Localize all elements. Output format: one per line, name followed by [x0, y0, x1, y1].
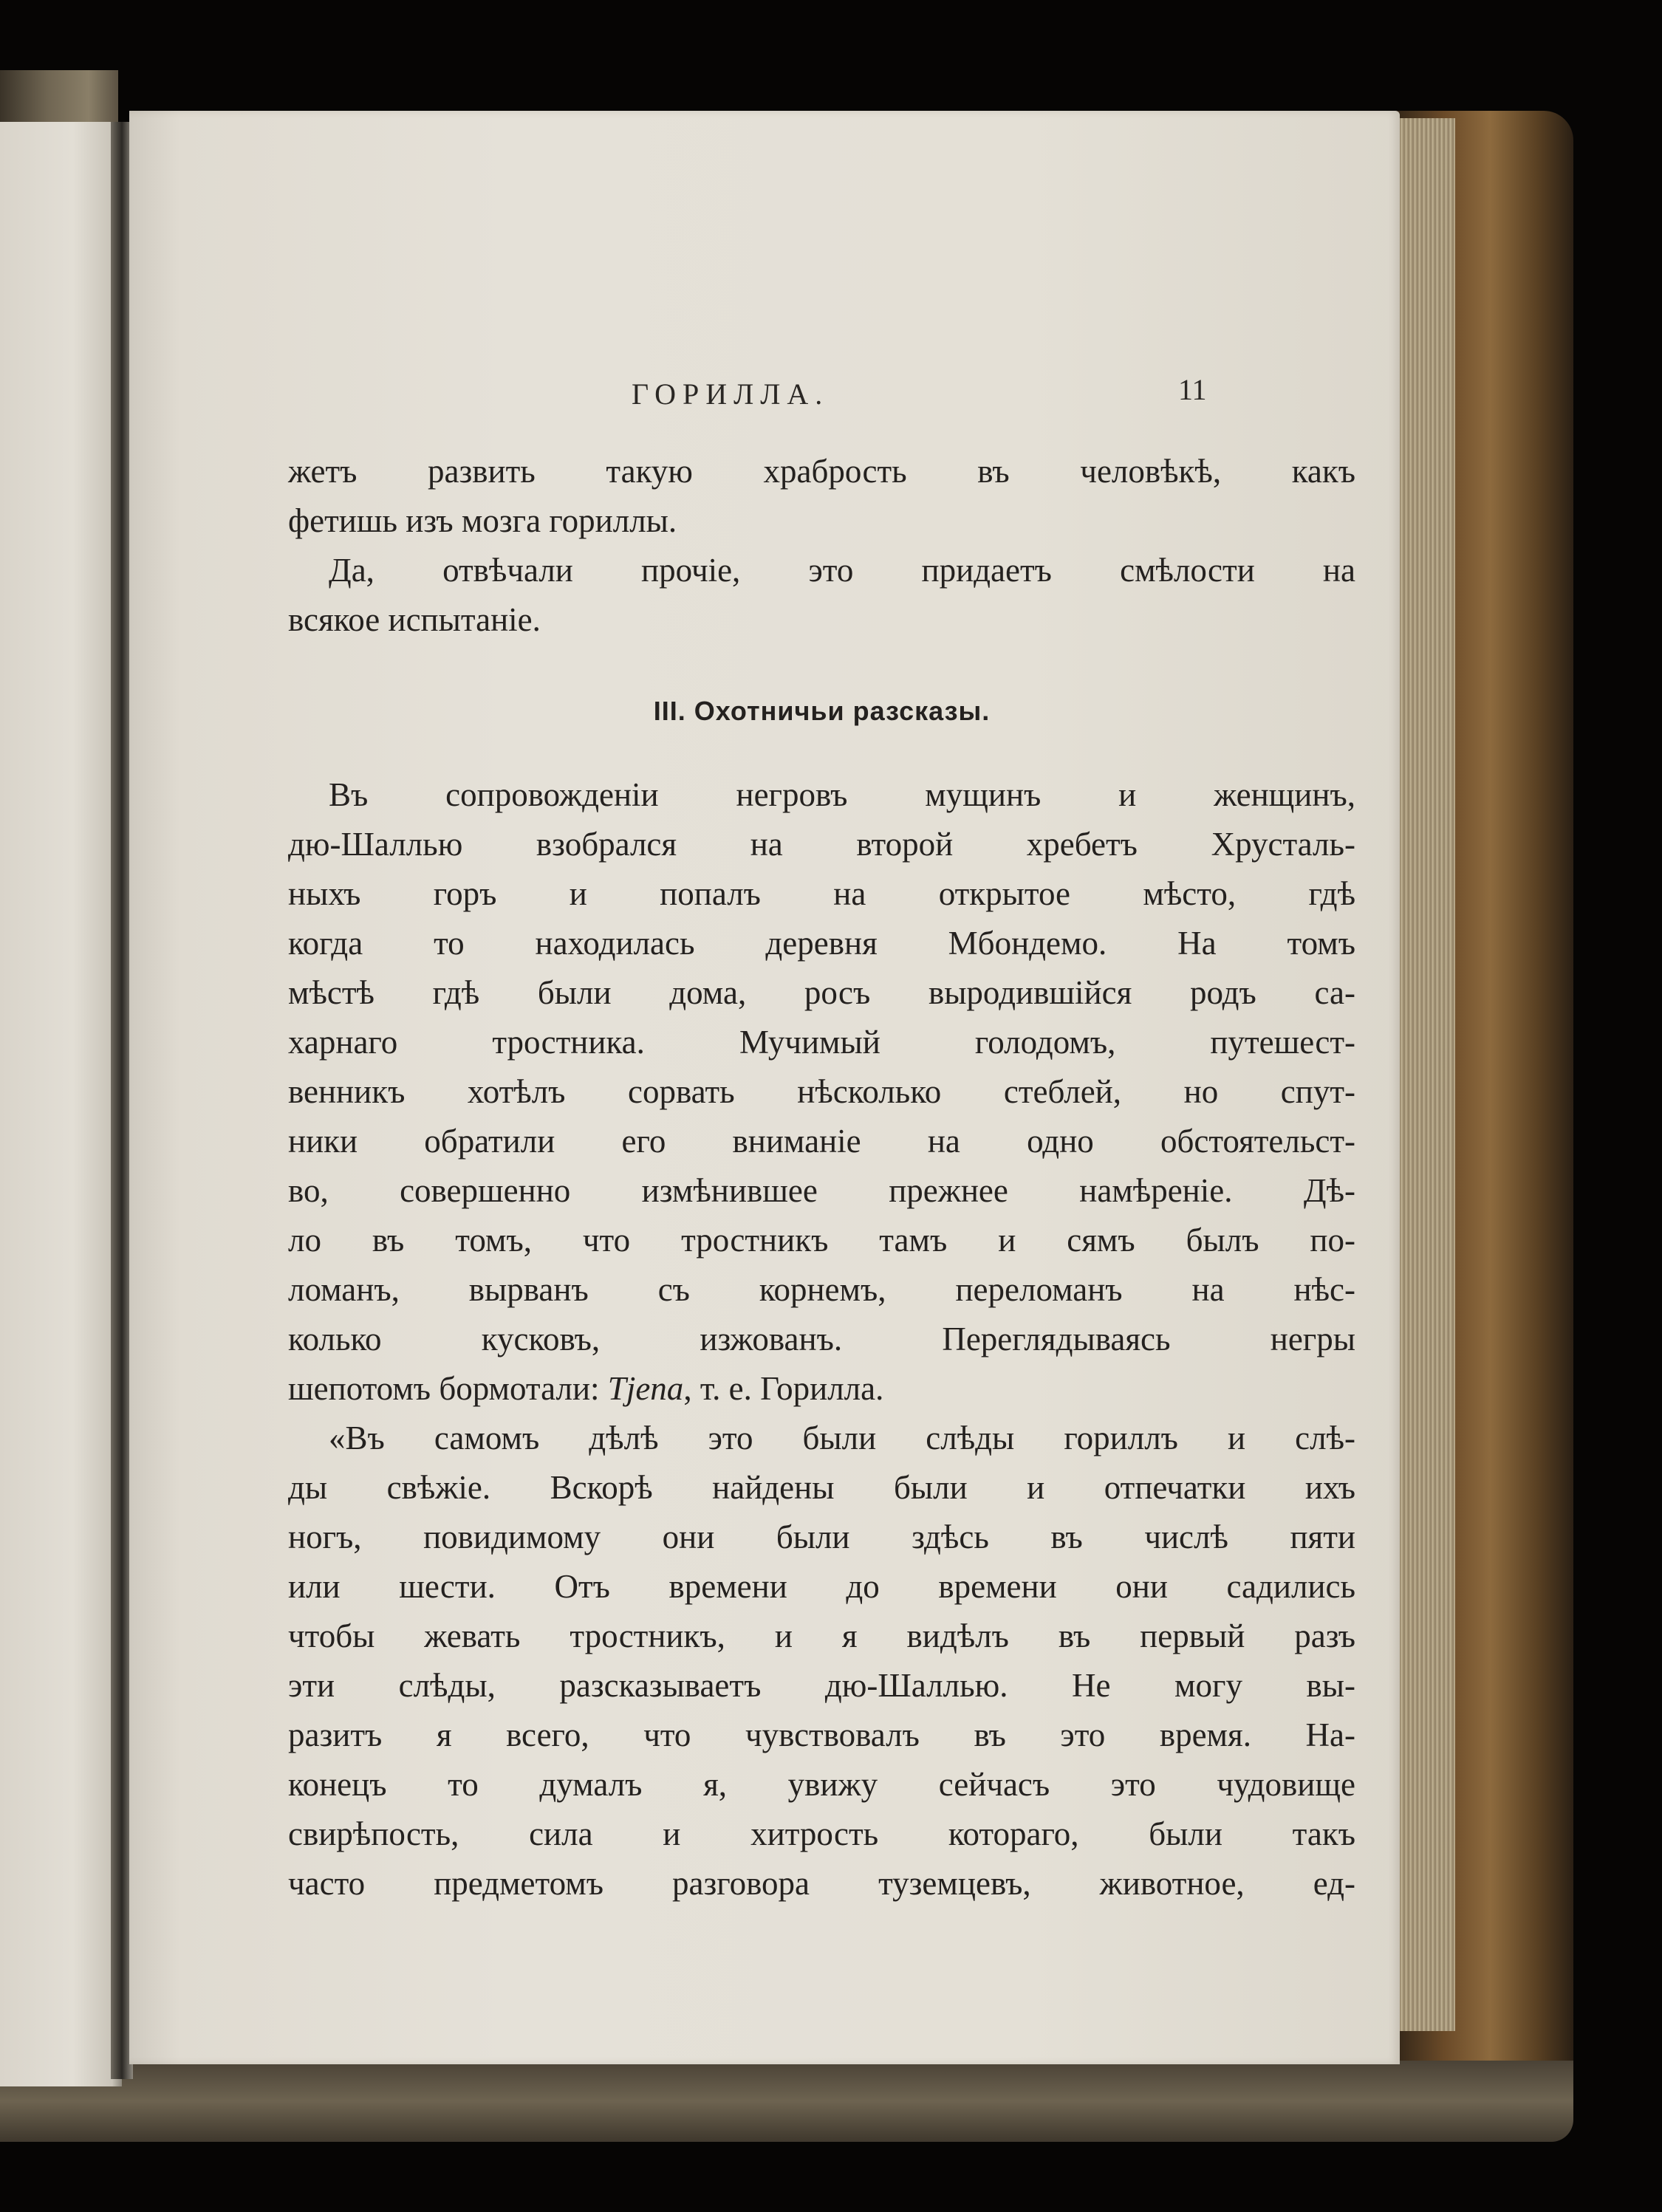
text-line: или шести. Отъ времени до времени они садились [288, 1568, 1355, 1605]
text-line: фетишь изъ мозга гориллы. [288, 502, 677, 539]
text-line: ники обратили его вниманіе на одно обстоятельст- [288, 1123, 1355, 1160]
text-line: конецъ то думалъ я, увижу сейчасъ это чудовище [288, 1766, 1355, 1803]
text-line: ло въ томъ, что тростникъ тамъ и сямъ былъ по- [288, 1222, 1355, 1259]
text-line: «Въ самомъ дѣлѣ это были слѣды гориллъ и слѣ- [329, 1420, 1355, 1456]
text-line: колько кусковъ, изжованъ. Переглядываясь негры [288, 1321, 1355, 1357]
running-head [129, 373, 1400, 421]
text-line: венникъ хотѣлъ сорвать нѣсколько стеблей, но спут- [288, 1073, 1355, 1110]
text-line: эти слѣды, разсказываетъ дю-Шаллью. Не могу вы- [288, 1667, 1355, 1704]
text-line: ломанъ, вырванъ съ корнемъ, переломанъ на нѣс- [288, 1271, 1355, 1308]
text-line: Да, отвѣчали прочіе, это придаетъ смѣлости на [329, 552, 1355, 589]
running-title: ГОРИЛЛА. [632, 377, 830, 411]
text-run: , т. е. Горилла. [683, 1370, 884, 1407]
text-line: чтобы жевать тростникъ, и я видѣлъ въ первый разъ [288, 1617, 1355, 1654]
left-page [0, 122, 122, 2086]
text-run: шепотомъ бормотали: [288, 1370, 608, 1407]
text-line [288, 1364, 1355, 1414]
text-line: разитъ я всего, что чувствовалъ въ это время. На- [288, 1716, 1355, 1753]
text-line: Въ сопровожденіи негровъ мущинъ и женщинъ, [329, 776, 1355, 813]
text-line: ныхъ горъ и попалъ на открытое мѣсто, гдѣ [288, 875, 1355, 912]
text-line: ногъ, повидимому они были здѣсь въ числѣ пяти [288, 1518, 1355, 1555]
text-line: во, совершенно измѣнившее прежнее намѣреніе. Дѣ- [288, 1172, 1355, 1209]
book-cover-bottom-edge [0, 2061, 1573, 2142]
body-text [288, 447, 1355, 1908]
text-line: свирѣпость, сила и хитрость котораго, были такъ [288, 1815, 1355, 1852]
text-line: всякое испытаніе. [288, 601, 541, 638]
text-line: жетъ развить такую храбрость въ человѣкѣ, какъ [288, 453, 1355, 490]
text-line: харнаго тростника. Мучимый голодомъ, путешест- [288, 1024, 1355, 1061]
page-number: 11 [1178, 373, 1207, 406]
text-line: дю-Шаллью взобрался на второй хребетъ Хрусталь- [288, 826, 1355, 863]
italic-term: Тјепа [607, 1370, 684, 1407]
right-page [129, 111, 1400, 2064]
section-heading: III. Охотничьи разсказы. [653, 696, 991, 726]
text-line: когда то находилась деревня Мбондемо. На томъ [288, 925, 1355, 962]
text-line: ды свѣжіе. Вскорѣ найдены были и отпечатки ихъ [288, 1469, 1355, 1506]
text-line: часто предметомъ разговора туземцевъ, животное, ед- [288, 1865, 1355, 1902]
text-line: мѣстѣ гдѣ были дома, росъ выродившійся родъ са- [288, 974, 1355, 1011]
